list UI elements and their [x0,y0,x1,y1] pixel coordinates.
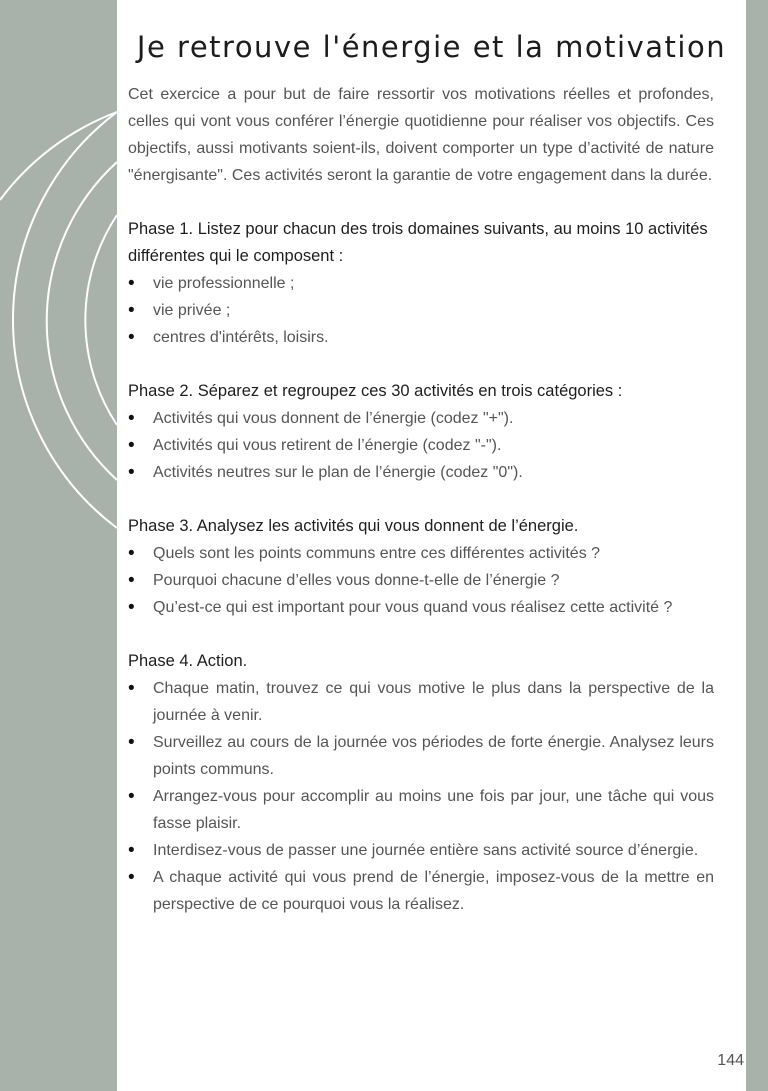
list-item: • Chaque matin, trouvez ce qui vous motive le plus dans la perspective de la journée à venir. [128,675,714,729]
list-item: • A chaque activité qui vous prend de l’énergie, imposez-vous de la mettre en perspective de ce pourquoi vous la réalisez. [128,864,714,918]
right-decorative-band [746,0,768,1091]
phase-1 [128,216,714,351]
list-item: • Activités neutres sur le plan de l’énergie (codez "0"). [128,459,714,486]
list-item: • Quels sont les points communs entre ces différentes activités ? [128,540,714,567]
list-item: • Interdisez-vous de passer une journée entière sans activité source d’énergie. [128,837,714,864]
list-item: • Pourquoi chacune d’elles vous donne-t-elle de l’énergie ? [128,567,714,594]
phase-2 [128,378,714,486]
list-item: • vie professionnelle ; [128,270,714,297]
bullet-list [128,270,714,351]
list-item: • vie privée ; [128,297,714,324]
bullet-list [128,405,714,486]
list-item: • centres d'intérêts, loisirs. [128,324,714,351]
list-item: • Arrangez-vous pour accomplir au moins une fois par jour, une tâche qui vous fasse plaisir. [128,783,714,837]
phase-3 [128,513,714,621]
list-item: • Surveillez au cours de la journée vos périodes de forte énergie. Analysez leurs points communs. [128,729,714,783]
phase-4 [128,648,714,918]
phase-heading: Phase 2. Séparez et regroupez ces 30 activités en trois catégories : [128,382,623,400]
phase-heading: Phase 4. Action. [128,652,248,670]
intro-paragraph: Cet exercice a pour but de faire ressortir vos motivations réelles et profondes, celles qui vont vous conférer l’énergie quotidienne pour réaliser vos objectifs. Ces objectifs, aussi motivants soient-ils, doivent comporter un type d’activité de nature "énergisante". Ces activités seront la garantie de votre engagement dans la durée. [128,86,714,184]
list-item: • Activités qui vous retirent de l’énergie (codez "-"). [128,432,714,459]
phase-heading: Phase 1. Listez pour chacun des trois domaines suivants, au moins 10 activités différentes qui le composent : [128,220,708,265]
bullet-list [128,675,714,918]
page-number: 144 [717,1052,744,1069]
phase-heading: Phase 3. Analysez les activités qui vous donnent de l’énergie. [128,517,579,535]
list-item: • Qu’est-ce qui est important pour vous quand vous réalisez cette activité ? [128,594,714,621]
page-title: Je retrouve l'énergie et la motivation [136,30,727,64]
bullet-list [128,540,714,621]
list-item: • Activités qui vous donnent de l’énergie (codez "+"). [128,405,714,432]
page-content [128,81,714,945]
